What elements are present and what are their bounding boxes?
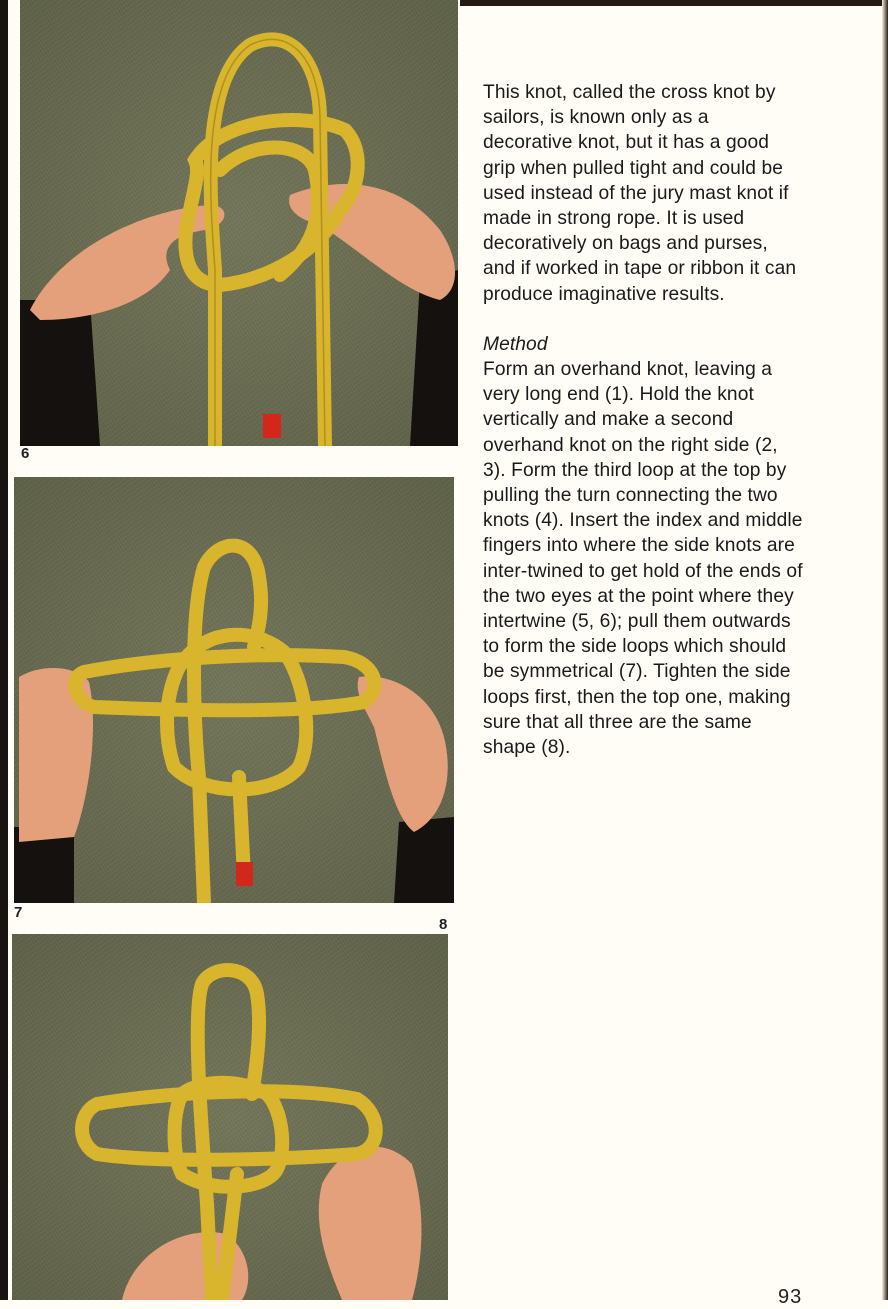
page-number: 93 xyxy=(778,1286,803,1308)
knot-illustration-7 xyxy=(14,477,454,903)
figure-number-6: 6 xyxy=(21,445,30,462)
figure-number-8: 8 xyxy=(439,916,448,933)
figure-number-7: 7 xyxy=(14,904,23,921)
photo-step-8 xyxy=(12,934,448,1300)
article-text xyxy=(483,80,803,760)
photo-step-6 xyxy=(20,0,458,446)
page-right-edge xyxy=(882,0,888,1300)
photo-step-7 xyxy=(14,477,454,903)
knot-illustration-6 xyxy=(20,0,458,446)
knot-illustration-8 xyxy=(12,934,448,1300)
page-binding-edge xyxy=(0,0,8,1300)
page-top-edge xyxy=(460,0,888,6)
intro-paragraph: This knot, called the cross knot by sailors, is known only as a decorative knot, but it has a good grip when pulled tight and could be used instead of the jury mast knot if made in strong rope. It is used decoratively on bags and purses, and if worked in tape or ribbon it can produce imaginative results. xyxy=(483,82,797,305)
method-heading: Method xyxy=(483,333,548,355)
method-paragraph: Form an overhand knot, leaving a very long end (1). Hold the knot vertically and make a second overhand knot on the right side (2, 3). Form the third loop at the top by pulling the turn connecting the two knots (4). Insert the index and middle fingers into where the side knots are inter-twined to get hold of the ends of the two eyes at the point where they intertwine (5, 6); pull them outwards to form the side loops which should be symmetrical (7). Tighten the side loops first, then the top one, making sure that all three are the same shape (8). xyxy=(483,359,803,759)
